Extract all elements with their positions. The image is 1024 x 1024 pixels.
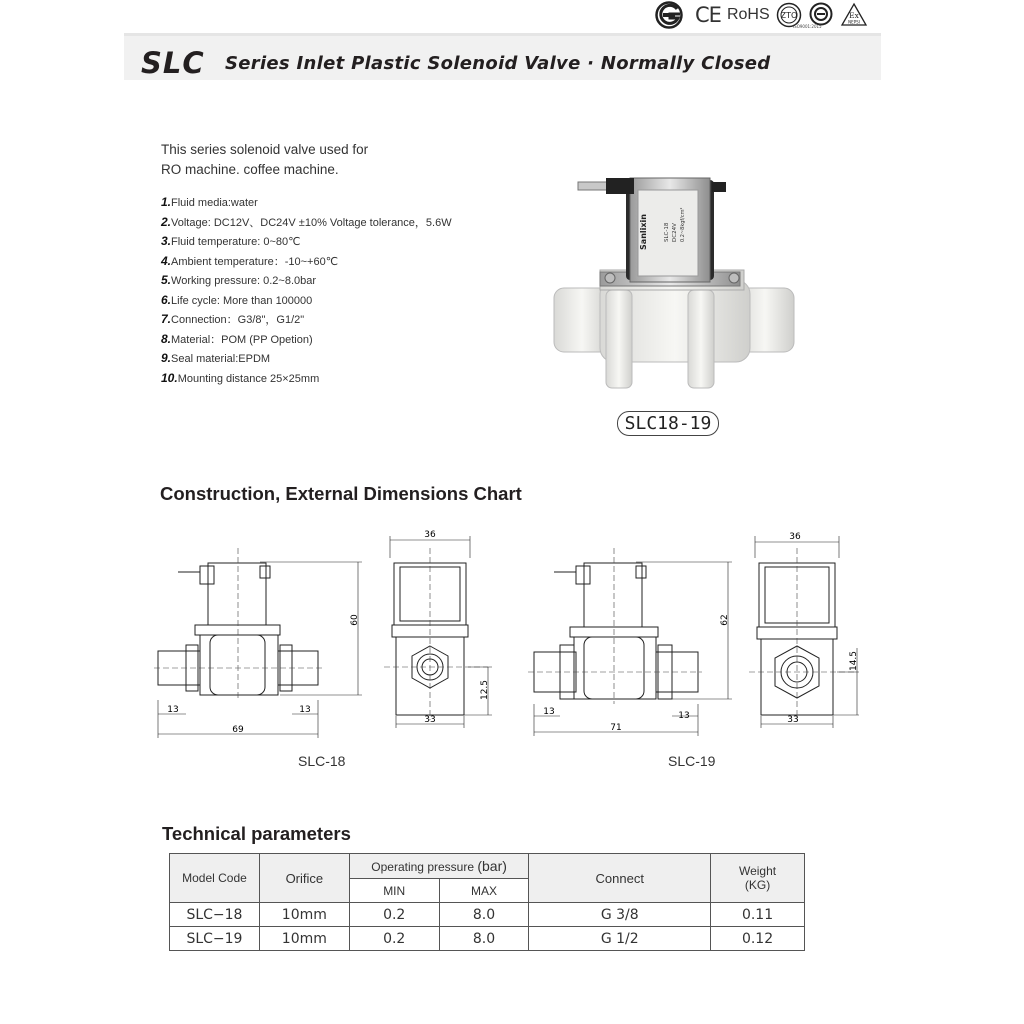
title-bar bbox=[124, 33, 881, 80]
label-voltage: DC24V bbox=[672, 223, 678, 242]
slc19-width-top-label: 36 bbox=[789, 532, 801, 542]
slc18-height-label: 60 bbox=[350, 614, 360, 626]
slc18-port-right-label: 13 bbox=[299, 705, 311, 715]
header-min: MIN bbox=[349, 879, 439, 903]
label-model: SLC-18 bbox=[664, 222, 670, 242]
slc19-caption: SLC-19 bbox=[668, 753, 716, 769]
spec-item: 4.Ambient temperature：-10~+60℃ bbox=[161, 253, 339, 268]
slc19-center-height-label: 14.5 bbox=[849, 650, 859, 672]
construction-heading: Construction, External Dimensions Chart bbox=[160, 483, 522, 504]
intro-text bbox=[161, 140, 421, 180]
spec-item: 6.Life cycle: More than 100000 bbox=[161, 292, 313, 307]
ce-mark: CE bbox=[695, 3, 721, 27]
slc19-port-right-label: 13 bbox=[678, 711, 690, 721]
header-max: MAX bbox=[439, 879, 529, 903]
iso-caption: ISO9001:2015 bbox=[793, 24, 822, 29]
slc18-width-top-label: 36 bbox=[424, 530, 436, 540]
certification-logos bbox=[655, 0, 885, 30]
intro-line-2: RO machine. coffee machine. bbox=[161, 162, 339, 177]
spec-item: 5.Working pressure: 0.2~8.0bar bbox=[161, 273, 317, 287]
slc19-bottom-width-label: 33 bbox=[787, 715, 799, 725]
ex-nepsi-text: NEPSI bbox=[847, 19, 860, 25]
slc18-side-drawing bbox=[380, 528, 500, 742]
rohs-mark: RoHS bbox=[726, 6, 770, 23]
spec-item: 2.Voltage: DC12V、DC24V ±10% Voltage tolerance，5.6W bbox=[161, 214, 452, 229]
label-pressure: 0.2~8kgf/cm² bbox=[680, 207, 686, 242]
slc18-bottom-width-label: 33 bbox=[424, 715, 436, 725]
slc18-front-drawing bbox=[150, 528, 370, 742]
slc18-port-left-label: 13 bbox=[167, 705, 179, 715]
slc19-side-drawing bbox=[745, 528, 865, 742]
slc19-length-label: 71 bbox=[610, 723, 622, 733]
spec-item: 3.Fluid temperature: 0~80℃ bbox=[161, 234, 301, 248]
slc18-length-label: 69 bbox=[232, 725, 244, 735]
model-tag: SLC18-19 bbox=[617, 411, 719, 436]
spec-item: 9.Seal material:EPDM bbox=[161, 351, 271, 365]
parameters-table bbox=[169, 853, 805, 951]
product-photo bbox=[548, 160, 800, 392]
svg-text:ZTO: ZTO bbox=[780, 11, 797, 20]
header-model-code: Model Code bbox=[170, 854, 260, 903]
brand-label: Sanlixin bbox=[639, 214, 648, 250]
header-weight: Weight (KG) bbox=[711, 854, 805, 903]
slc19-front-drawing bbox=[520, 528, 740, 742]
header-connect: Connect bbox=[529, 854, 711, 903]
spec-list bbox=[161, 193, 452, 388]
slc18-center-height-label: 12.5 bbox=[480, 679, 490, 701]
page-title: Series Inlet Plastic Solenoid Valve · Normally Closed bbox=[225, 53, 771, 74]
slc19-port-left-label: 13 bbox=[543, 707, 555, 717]
slc19-height-label: 62 bbox=[720, 614, 730, 626]
spec-item: 1.Fluid media:water bbox=[161, 195, 258, 209]
spec-item: 8.Material：POM (PP Opetion) bbox=[161, 331, 313, 346]
ex-nepsi-icon bbox=[840, 2, 868, 28]
table-row: SLC−19 10mm 0.2 8.0 G 1/2 0.12 bbox=[170, 927, 805, 951]
spec-item: 10.Mounting distance 25×25mm bbox=[161, 370, 320, 385]
header-pressure: Operating pressure (bar) bbox=[349, 854, 529, 879]
table-row: SLC−18 10mm 0.2 8.0 G 3/8 0.11 bbox=[170, 903, 805, 927]
technical-heading: Technical parameters bbox=[162, 823, 351, 844]
slc18-caption: SLC-18 bbox=[298, 753, 346, 769]
header-orifice: Orifice bbox=[259, 854, 349, 903]
guarantee-logo-icon bbox=[655, 1, 687, 29]
spec-item: 7.Connection：G3/8"，G1/2" bbox=[161, 312, 305, 326]
ex-mark-text: Ex bbox=[848, 11, 859, 20]
series-model: SLC bbox=[141, 46, 205, 80]
intro-line-1: This series solenoid valve used for bbox=[161, 142, 369, 157]
